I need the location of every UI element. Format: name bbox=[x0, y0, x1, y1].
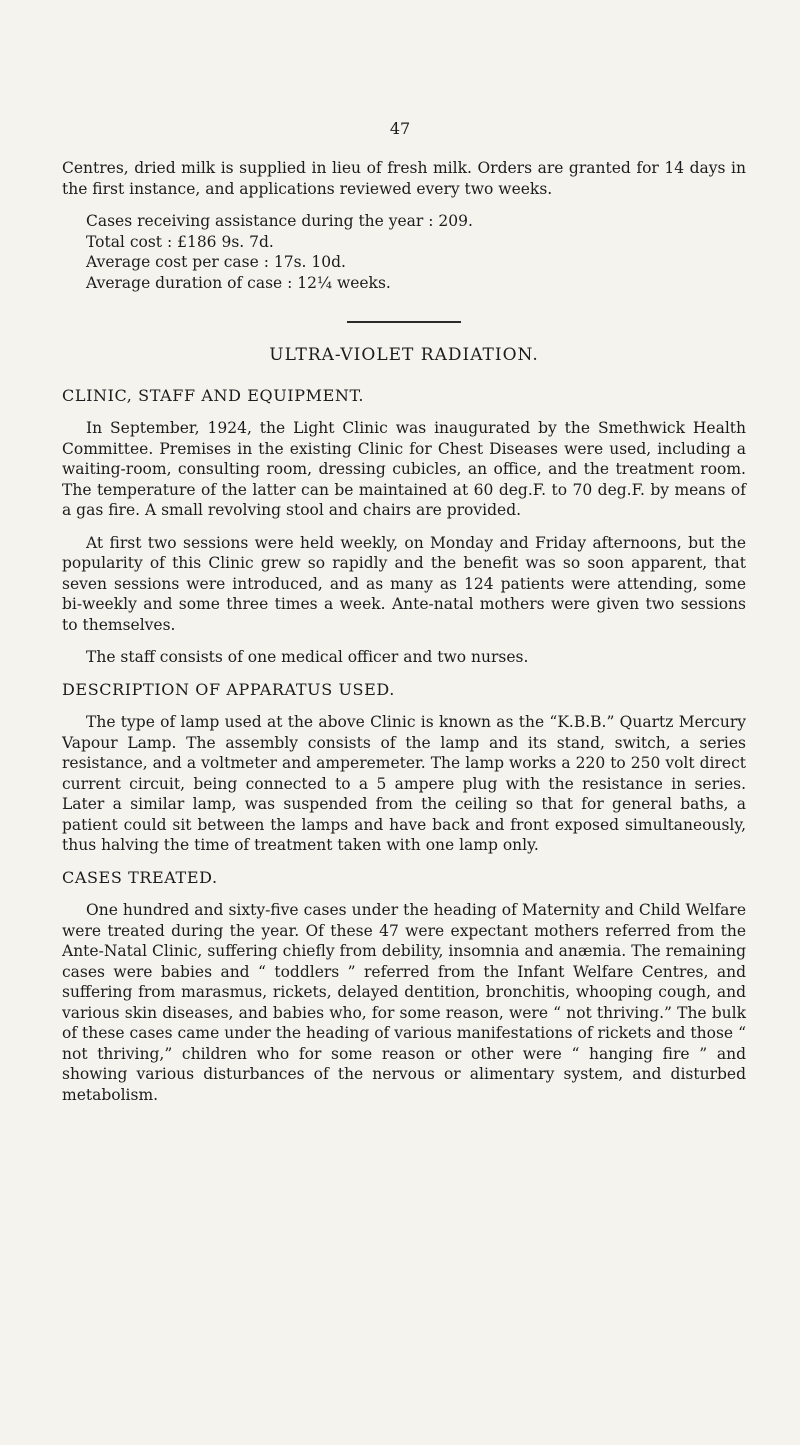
page-number: 47 bbox=[389, 119, 411, 138]
clinic-paragraph: At first two sessions were held weekly, on Monday and Friday afternoons, but the popularity of this Clinic grew so rapidly and the benefit was so soon apparent, that seven sessions were introduced, and as many as 124 patients were attending, some bi-weekly and some three times a week. Ante-natal mothers were given two sessions to themselves. bbox=[62, 533, 746, 634]
stat-total-cost: Total cost : £186 9s. 7d. bbox=[86, 232, 274, 251]
page-content bbox=[62, 158, 746, 1117]
clinic-paragraph: The staff consists of one medical officer and two nurses. bbox=[86, 648, 529, 666]
stat-average-duration: Average duration of case : 12¼ weeks. bbox=[86, 273, 391, 292]
clinic-heading: CLINIC, STAFF AND EQUIPMENT. bbox=[62, 385, 365, 405]
apparatus-heading: DESCRIPTION OF APPARATUS USED. bbox=[62, 679, 395, 699]
cases-paragraph: One hundred and sixty-five cases under the heading of Maternity and Child Welfare were treated during the year. Of these 47 were expectant mothers referred from the Ante-Natal Clinic, suffering chiefly from debility, insomnia and anæmia. The remaining cases were babies and “ toddlers ” referred from the Infant Welfare Centres, and suffering from marasmus, rickets, delayed dentition, bronchitis, whooping cough, and various skin diseases, and babies who, for some reason, were “ not thriving.” The bulk of these cases came under the heading of various manifestations of rickets and those “ not thriving,” children who for some reason or other were “ hanging fire ” and showing various disturbances of the nervous or alimentary system, and disturbed metabolism. bbox=[62, 901, 746, 1104]
section-divider bbox=[347, 321, 461, 323]
stat-cases: Cases receiving assistance during the year : 209. bbox=[86, 212, 473, 230]
stat-average-cost: Average cost per case : 17s. 10d. bbox=[86, 253, 346, 271]
stats-list bbox=[86, 211, 746, 293]
apparatus-paragraph: The type of lamp used at the above Clinic is known as the “K.B.B.” Quartz Mercury Vapour Lamp. The assembly consists of the lamp and its stand, switch, a series resistance, and a voltmeter and amperemeter. The lamp works a 220 to 250 volt direct current circuit, being connected to a 5 ampere plug with the resistance in series. Later a similar lamp, was suspended from the ceiling so that for general baths, a patient could sit between the lamps and have back and front exposed simultaneously, thus halving the time of treatment taken with one lamp only. bbox=[62, 713, 746, 854]
main-heading: ULTRA-VIOLET RADIATION. bbox=[269, 345, 539, 365]
intro-paragraph: Centres, dried milk is supplied in lieu of fresh milk. Orders are granted for 14 days in the first instance, and applications reviewed every two weeks. bbox=[62, 159, 746, 198]
cases-heading: CASES TREATED. bbox=[62, 867, 218, 887]
clinic-paragraph: In September, 1924, the Light Clinic was inaugurated by the Smethwick Health Committee. Premises in the existing Clinic for Chest Diseases were used, including a waiting-room, consulting room, dressing cubicles, an office, and the treatment room. The temperature of the latter can be maintained at 60 deg.F. to 70 deg.F. by means of a gas fire. A small revolving stool and chairs are provided. bbox=[62, 419, 746, 519]
